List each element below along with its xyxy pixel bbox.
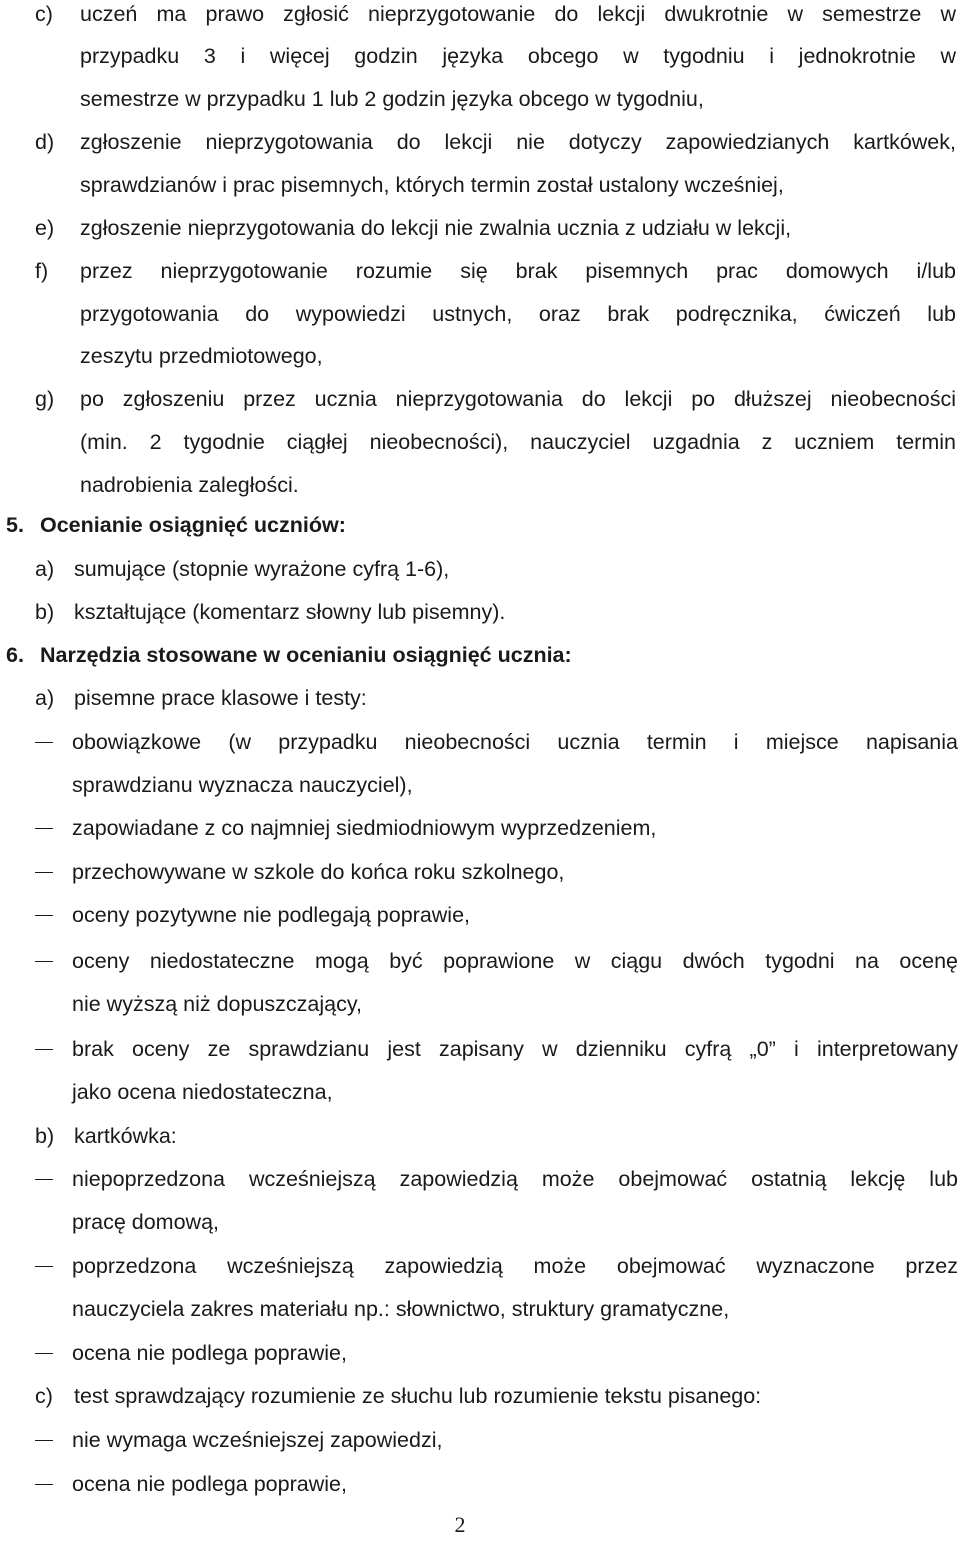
dash-item-continuation [0, 1070, 960, 1114]
dash-text: jako ocena niedostateczna, [72, 1080, 333, 1104]
dash-text: przechowywane w szkole do końca roku szkolnego, [72, 860, 565, 884]
list-text: kształtujące (komentarz słowny lub pisemny). [74, 600, 506, 624]
list-item-continuation [0, 34, 960, 78]
list-text: (min. 2 tygodnie ciągłej nieobecności), nauczyciel uzgadnia z uczniem termin [80, 430, 956, 454]
section-number: 6. [6, 643, 24, 667]
dash-item [0, 1418, 960, 1462]
dash-text: oceny niedostateczne mogą być poprawione w ciągu dwóch tygodni na ocenę [72, 949, 958, 973]
list-label: c) [35, 2, 53, 26]
list-text: test sprawdzający rozumienie ze słuchu lub rozumienie tekstu pisanego: [74, 1384, 762, 1408]
list-text: nadrobienia zaległości. [80, 473, 299, 497]
list-label: d) [35, 130, 55, 154]
list-item-b [0, 1114, 960, 1158]
dash-text: obowiązkowe (w przypadku nieobecności ucznia termin i miejsce napisania [72, 730, 958, 754]
list-text: sprawdzianów i prac pisemnych, których termin został ustalony wcześniej, [80, 173, 784, 197]
dash-bullet [35, 1179, 53, 1180]
list-text: zgłoszenie nieprzygotowania do lekcji nie dotyczy zapowiedzianych kartkówek, [80, 130, 956, 154]
list-label: a) [35, 686, 55, 710]
list-text: przez nieprzygotowanie rozumie się brak pisemnych prac domowych i/lub [80, 259, 956, 283]
dash-item [0, 1331, 960, 1375]
list-item-e [0, 206, 960, 250]
dash-text: nauczyciela zakres materiału np.: słownictwo, struktury gramatyczne, [72, 1297, 730, 1321]
list-text: uczeń ma prawo zgłosić nieprzygotowanie do lekcji dwukrotnie w semestrze w [80, 2, 956, 26]
section-title: Ocenianie osiągnięć uczniów: [40, 513, 346, 537]
list-text: semestrze w przypadku 1 lub 2 godzin języka obcego w tygodniu, [80, 87, 704, 111]
list-label: b) [35, 1124, 55, 1148]
dash-bullet [35, 1049, 53, 1050]
dash-text: ocena nie podlega poprawie, [72, 1341, 347, 1365]
section-heading-5 [0, 503, 960, 547]
list-item-g [0, 377, 960, 421]
section-title: Narzędzia stosowane w ocenianiu osiągnięć ucznia: [40, 643, 572, 667]
dash-bullet [35, 1484, 53, 1485]
section-heading-6 [0, 633, 960, 677]
list-text: zgłoszenie nieprzygotowania do lekcji nie zwalnia ucznia z udziału w lekcji, [80, 216, 792, 240]
list-text: przypadku 3 i więcej godzin języka obcego w tygodniu i jednokrotnie w [80, 44, 956, 68]
list-text: przygotowania do wypowiedzi ustnych, oraz brak podręcznika, ćwiczeń lub [80, 302, 956, 326]
list-text: sumujące (stopnie wyrażone cyfrą 1-6), [74, 557, 450, 581]
dash-bullet [35, 742, 53, 743]
list-text: kartkówka: [74, 1124, 177, 1148]
list-text: zeszytu przedmiotowego, [80, 344, 323, 368]
section-number: 5. [6, 513, 24, 537]
list-label: a) [35, 557, 55, 581]
dash-text: nie wyższą niż dopuszczający, [72, 992, 362, 1016]
dash-bullet [35, 1440, 53, 1441]
list-item-b [0, 590, 960, 634]
dash-item-continuation [0, 1200, 960, 1244]
dash-bullet [35, 1353, 53, 1354]
dash-item [0, 1027, 960, 1071]
list-item-a [0, 547, 960, 591]
dash-item [0, 806, 960, 850]
page-number: 2 [454, 1512, 466, 1537]
dash-text: brak oceny ze sprawdzianu jest zapisany w dzienniku cyfrą „0” i interpretowany [72, 1037, 958, 1061]
dash-item [0, 1462, 960, 1506]
list-item-c [0, 0, 960, 36]
list-label: e) [35, 216, 55, 240]
dash-text: niepoprzedzona wcześniejszą zapowiedzią może obejmować ostatnią lekcję lub [72, 1167, 958, 1191]
dash-text: sprawdzianu wyznacza nauczyciel), [72, 773, 413, 797]
list-label: b) [35, 600, 55, 624]
dash-item [0, 720, 960, 764]
dash-item-continuation [0, 763, 960, 807]
dash-text: pracę domową, [72, 1210, 219, 1234]
dash-text: oceny pozytywne nie podlegają poprawie, [72, 903, 471, 927]
list-label: f) [35, 259, 49, 283]
list-item-c [0, 1374, 960, 1418]
dash-item [0, 1244, 960, 1288]
dash-item [0, 939, 960, 983]
list-label: c) [35, 1384, 53, 1408]
dash-text: zapowiadane z co najmniej siedmiodniowym wyprzedzeniem, [72, 816, 657, 840]
list-text: po zgłoszeniu przez ucznia nieprzygotowania do lekcji po dłuższej nieobecności [80, 387, 956, 411]
dash-text: nie wymaga wcześniejszej zapowiedzi, [72, 1428, 443, 1452]
list-label: g) [35, 387, 55, 411]
dash-bullet [35, 872, 53, 873]
dash-text: poprzedzona wcześniejszą zapowiedzią może obejmować wyznaczone przez [72, 1254, 958, 1278]
dash-item [0, 1157, 960, 1201]
list-item-continuation [0, 334, 960, 378]
list-item-continuation [0, 420, 960, 464]
list-item-f [0, 249, 960, 293]
dash-bullet [35, 828, 53, 829]
list-item-continuation [0, 463, 960, 507]
dash-bullet [35, 915, 53, 916]
list-item-a [0, 676, 960, 720]
list-item-continuation [0, 292, 960, 336]
list-text: pisemne prace klasowe i testy: [74, 686, 367, 710]
dash-text: ocena nie podlega poprawie, [72, 1472, 347, 1496]
dash-bullet [35, 961, 53, 962]
dash-item [0, 850, 960, 894]
dash-item-continuation [0, 1287, 960, 1331]
dash-bullet [35, 1266, 53, 1267]
list-item-continuation [0, 163, 960, 207]
dash-item-continuation [0, 982, 960, 1026]
list-item-continuation [0, 77, 960, 121]
dash-item [0, 893, 960, 937]
list-item-d [0, 120, 960, 164]
